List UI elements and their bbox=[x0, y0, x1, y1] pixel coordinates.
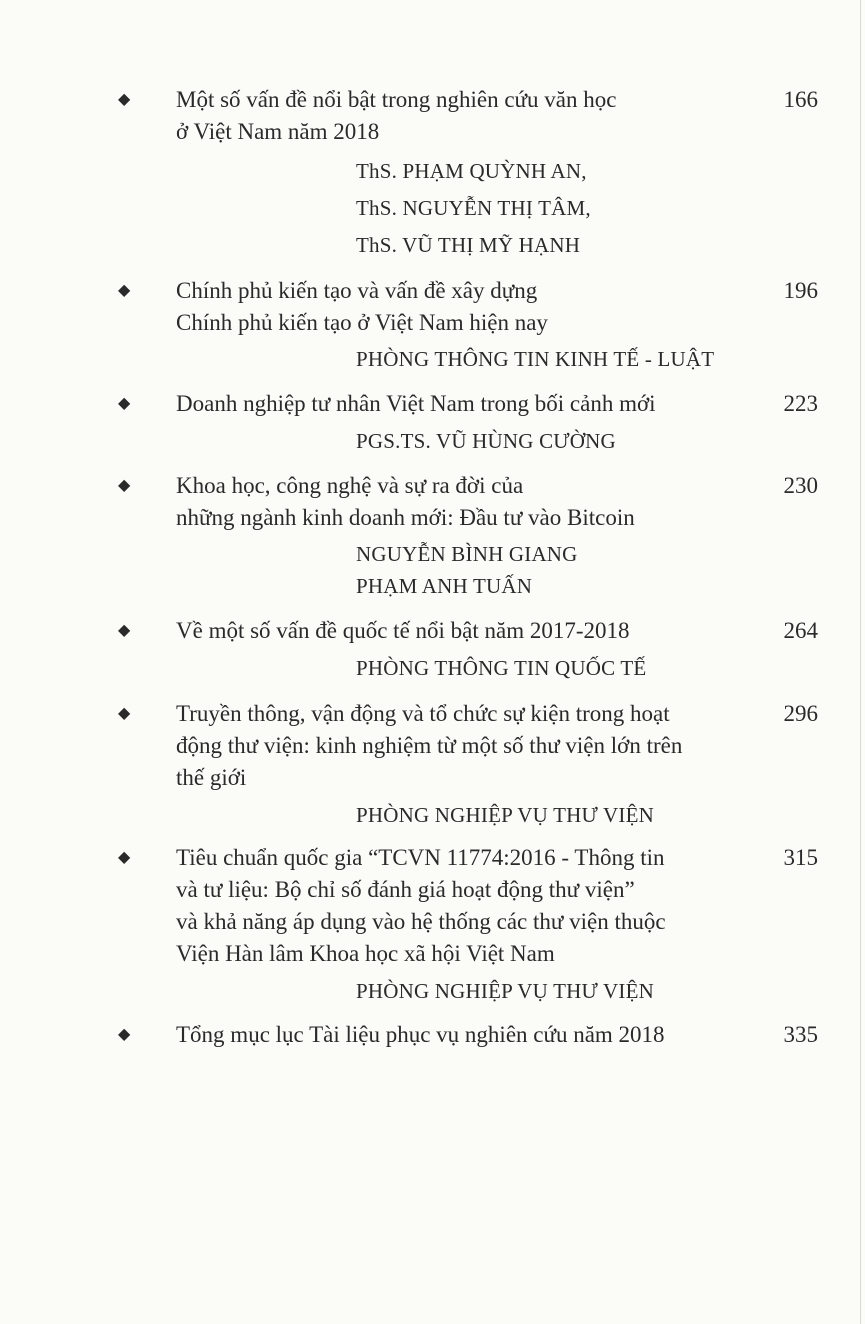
entry-author: PHÒNG NGHIỆP VỤ THƯ VIỆN bbox=[356, 979, 654, 1003]
page-number: 335 bbox=[783, 1022, 818, 1047]
entry-title-line: Khoa học, công nghệ và sự ra đời của bbox=[176, 473, 524, 498]
diamond-bullet-icon bbox=[118, 480, 130, 492]
page-number: 230 bbox=[783, 473, 818, 498]
diamond-bullet-icon bbox=[118, 625, 130, 637]
diamond-bullet-icon bbox=[118, 708, 130, 720]
diamond-bullet-icon bbox=[118, 852, 130, 864]
entry-title-line: Một số vấn đề nổi bật trong nghiên cứu văn học bbox=[176, 87, 617, 112]
diamond-bullet-icon bbox=[118, 94, 130, 106]
entry-title-line: Tổng mục lục Tài liệu phục vụ nghiên cứu năm 2018 bbox=[176, 1022, 665, 1047]
diamond-bullet-icon bbox=[118, 285, 130, 297]
entry-author: ThS. PHẠM QUỲNH AN, bbox=[356, 159, 587, 183]
page-number: 296 bbox=[783, 701, 818, 726]
entry-author: ThS. NGUYỄN THỊ TÂM, bbox=[356, 196, 591, 220]
entry-author: PHÒNG NGHIỆP VỤ THƯ VIỆN bbox=[356, 803, 654, 827]
page-number: 223 bbox=[783, 391, 818, 416]
entry-author: PHẠM ANH TUẤN bbox=[356, 574, 533, 598]
entry-title-line: Tiêu chuẩn quốc gia “TCVN 11774:2016 - Thông tin bbox=[176, 845, 665, 870]
entry-title-line: ở Việt Nam năm 2018 bbox=[176, 119, 380, 144]
page-number: 264 bbox=[783, 618, 818, 643]
entry-title-line: động thư viện: kinh nghiệm từ một số thư viện lớn trên bbox=[176, 733, 683, 758]
entry-author: PGS.TS. VŨ HÙNG CƯỜNG bbox=[356, 429, 616, 453]
page-edge bbox=[860, 0, 861, 1324]
page-number: 315 bbox=[783, 845, 818, 870]
entry-author: PHÒNG THÔNG TIN QUỐC TẾ bbox=[356, 656, 647, 680]
entry-author: PHÒNG THÔNG TIN KINH TẾ - LUẬT bbox=[356, 347, 715, 371]
page-number: 196 bbox=[783, 278, 818, 303]
entry-title-line: Doanh nghiệp tư nhân Việt Nam trong bối cảnh mới bbox=[176, 391, 656, 416]
entry-title-line: thế giới bbox=[176, 765, 247, 790]
entry-title-line: và khả năng áp dụng vào hệ thống các thư viện thuộc bbox=[176, 909, 666, 934]
entry-title-line: và tư liệu: Bộ chỉ số đánh giá hoạt động thư viện” bbox=[176, 877, 635, 902]
entry-author: ThS. VŨ THỊ MỸ HẠNH bbox=[356, 233, 581, 257]
entry-author: NGUYỄN BÌNH GIANG bbox=[356, 542, 578, 566]
entry-title-line: Viện Hàn lâm Khoa học xã hội Việt Nam bbox=[176, 941, 555, 966]
entry-title-line: Truyền thông, vận động và tổ chức sự kiện trong hoạt bbox=[176, 701, 670, 726]
diamond-bullet-icon bbox=[118, 398, 130, 410]
entry-title-line: Chính phủ kiến tạo ở Việt Nam hiện nay bbox=[176, 310, 548, 335]
entry-title-line: Về một số vấn đề quốc tế nổi bật năm 2017-2018 bbox=[176, 618, 630, 643]
entry-title-line: những ngành kinh doanh mới: Đầu tư vào Bitcoin bbox=[176, 505, 635, 530]
page-number: 166 bbox=[783, 87, 818, 112]
diamond-bullet-icon bbox=[118, 1029, 130, 1041]
entry-title-line: Chính phủ kiến tạo và vấn đề xây dựng bbox=[176, 278, 538, 303]
